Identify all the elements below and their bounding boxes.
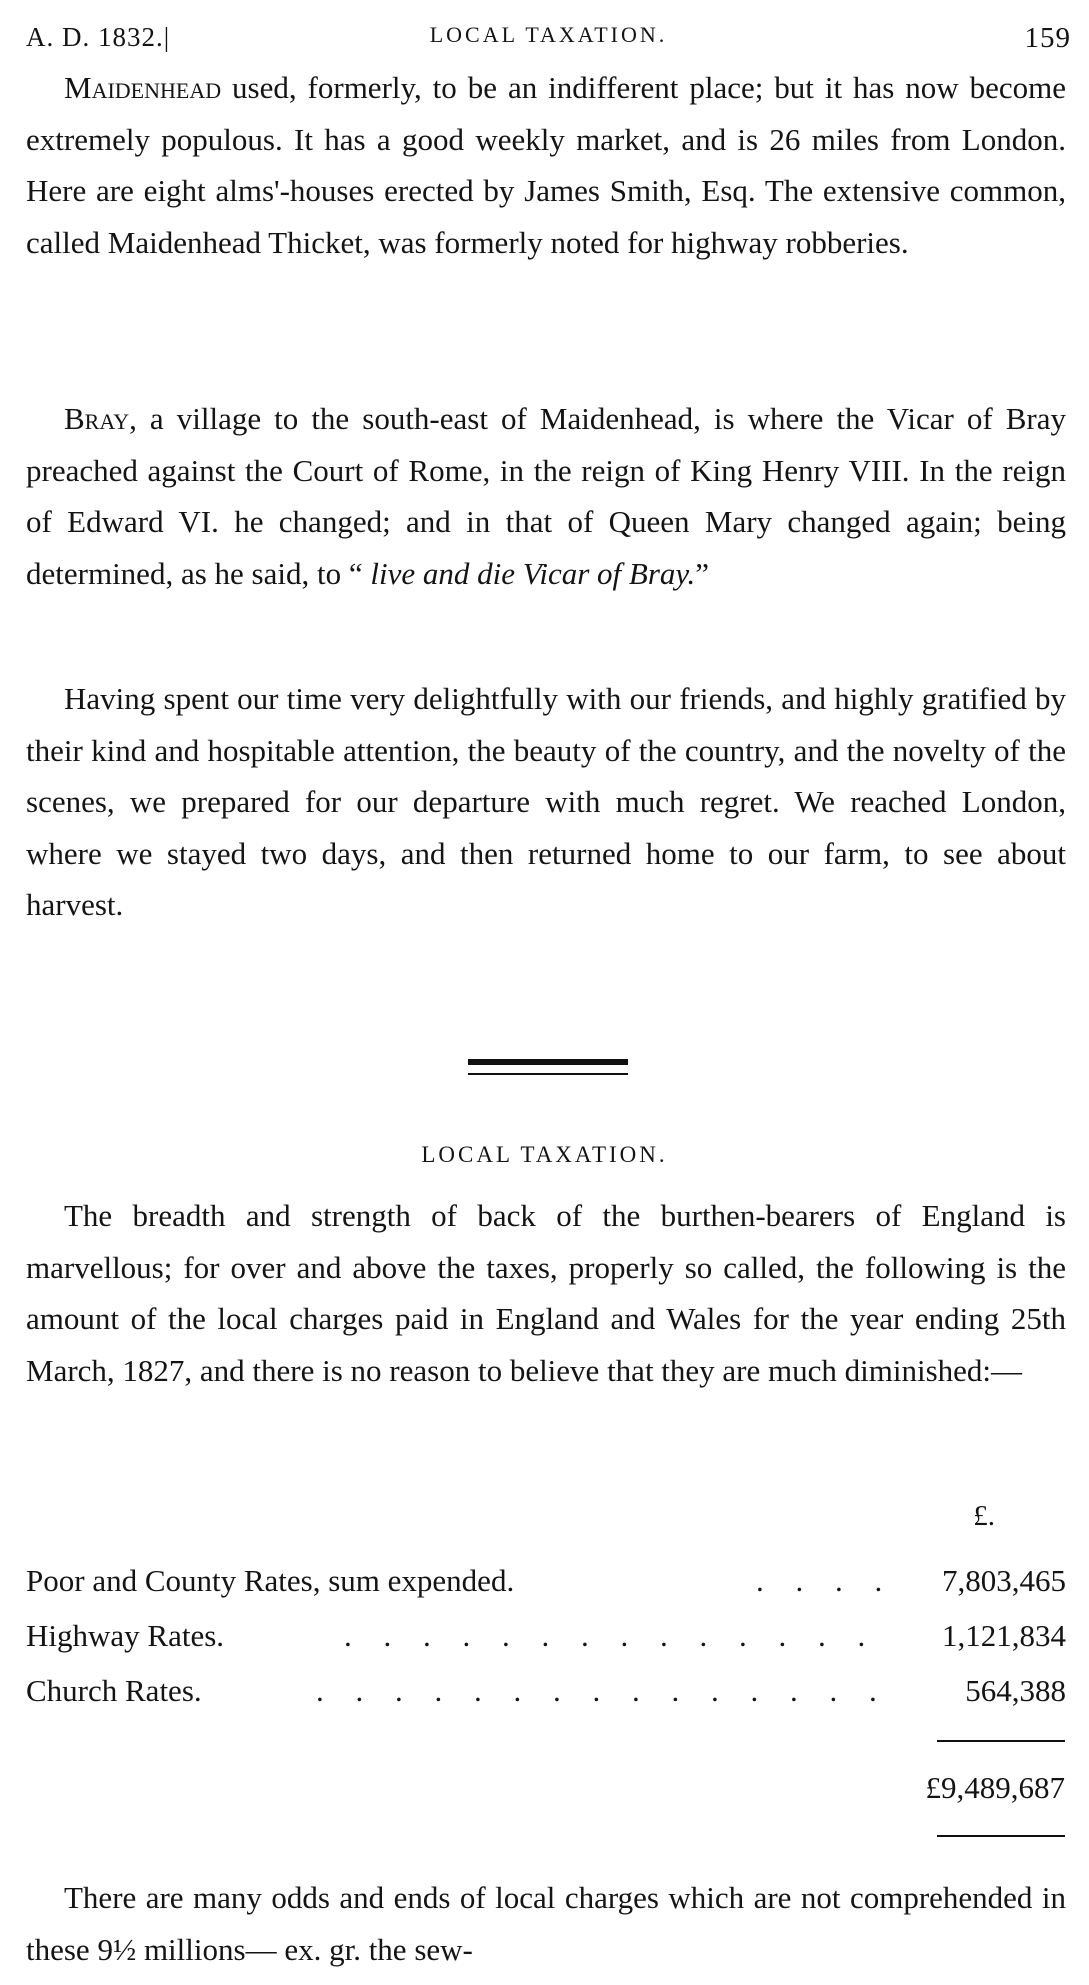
row-label: Poor and County Rates, sum expended. xyxy=(26,1563,515,1598)
row-label: Highway Rates. xyxy=(26,1618,225,1653)
paragraph-text: There are many odds and ends of local charges which are not comprehended in these 9½ millions— ex. gr. the sew- xyxy=(26,1880,1066,1967)
paragraph-text: Having spent our time very delightfully with our friends, and highly gratified by their kind and hospitable attention, the beauty of the country, and the novelty of the scenes, we prepared for our departure with much regret. We reached London, where we stayed two days, and then returned home to our farm, to see about harvest. xyxy=(26,681,1066,922)
lead-word-maidenhead: Maidenhead xyxy=(64,70,222,105)
paragraph-text: The breadth and strength of back of the burthen-bearers of England is marvellous; for over and above the taxes, properly so called, the following is the amount of the local charges paid in England and Wales for the year ending 25th March, 1827, and there is no reason to believe that they are much diminished:— xyxy=(26,1198,1066,1388)
paragraph-maidenhead xyxy=(26,62,1066,268)
section-title: LOCAL TAXATION. xyxy=(421,1142,668,1167)
page-number: 159 xyxy=(1024,22,1071,54)
paragraph-bray xyxy=(26,393,1066,599)
row-label: Church Rates. xyxy=(26,1673,202,1708)
row-value: 7,803,465 xyxy=(942,1563,1066,1598)
paragraph-text: , a village to the south-east of Maidenhead, is where the Vicar of Bray preached against the Court of Rome, in the reign of King Henry VIII. In the reign of Edward VI. he changed; and in that of Queen Mary changed again; being determined, as he said, to “ xyxy=(26,401,1066,591)
header-year: A. D. 1832.| xyxy=(26,22,171,52)
paragraph-local-taxation xyxy=(26,1190,1066,1396)
table-row xyxy=(26,1555,1066,1607)
paragraph-text: used, formerly, to be an indifferent place; but it has now become extremely populous. It has a good weekly market, and is 26 miles from London. Here are eight alms'-houses erected by James Smith, Esq. The extensive common, called Maidenhead Thicket, was formerly noted for highway robberies. xyxy=(26,70,1066,260)
table-row xyxy=(26,1665,1066,1717)
leader-dots: . . . . xyxy=(756,1563,895,1598)
table-row xyxy=(26,1610,1066,1662)
row-value: 1,121,834 xyxy=(942,1618,1066,1653)
lead-word-bray: Bray xyxy=(64,401,130,436)
leader-dots: . . . . . . . . . . . . . . xyxy=(344,1618,878,1653)
section-divider-thin xyxy=(468,1073,628,1075)
leader-dots: . . . . . . . . . . . . . . . xyxy=(316,1673,889,1708)
paragraph-odds-and-ends xyxy=(26,1872,1066,1975)
section-divider xyxy=(468,1059,628,1065)
running-header xyxy=(26,22,1071,62)
paragraph-departure xyxy=(26,673,1066,931)
header-title: LOCAL TAXATION. xyxy=(429,22,668,47)
row-value: 564,388 xyxy=(965,1673,1066,1708)
total-value: £9,489,687 xyxy=(925,1770,1065,1805)
sum-rule xyxy=(937,1740,1065,1742)
sum-rule xyxy=(937,1835,1065,1837)
currency-column-head: £. xyxy=(973,1500,995,1532)
quote-text: live and die Vicar of Bray. xyxy=(370,555,696,591)
quote-end: ” xyxy=(695,555,709,591)
